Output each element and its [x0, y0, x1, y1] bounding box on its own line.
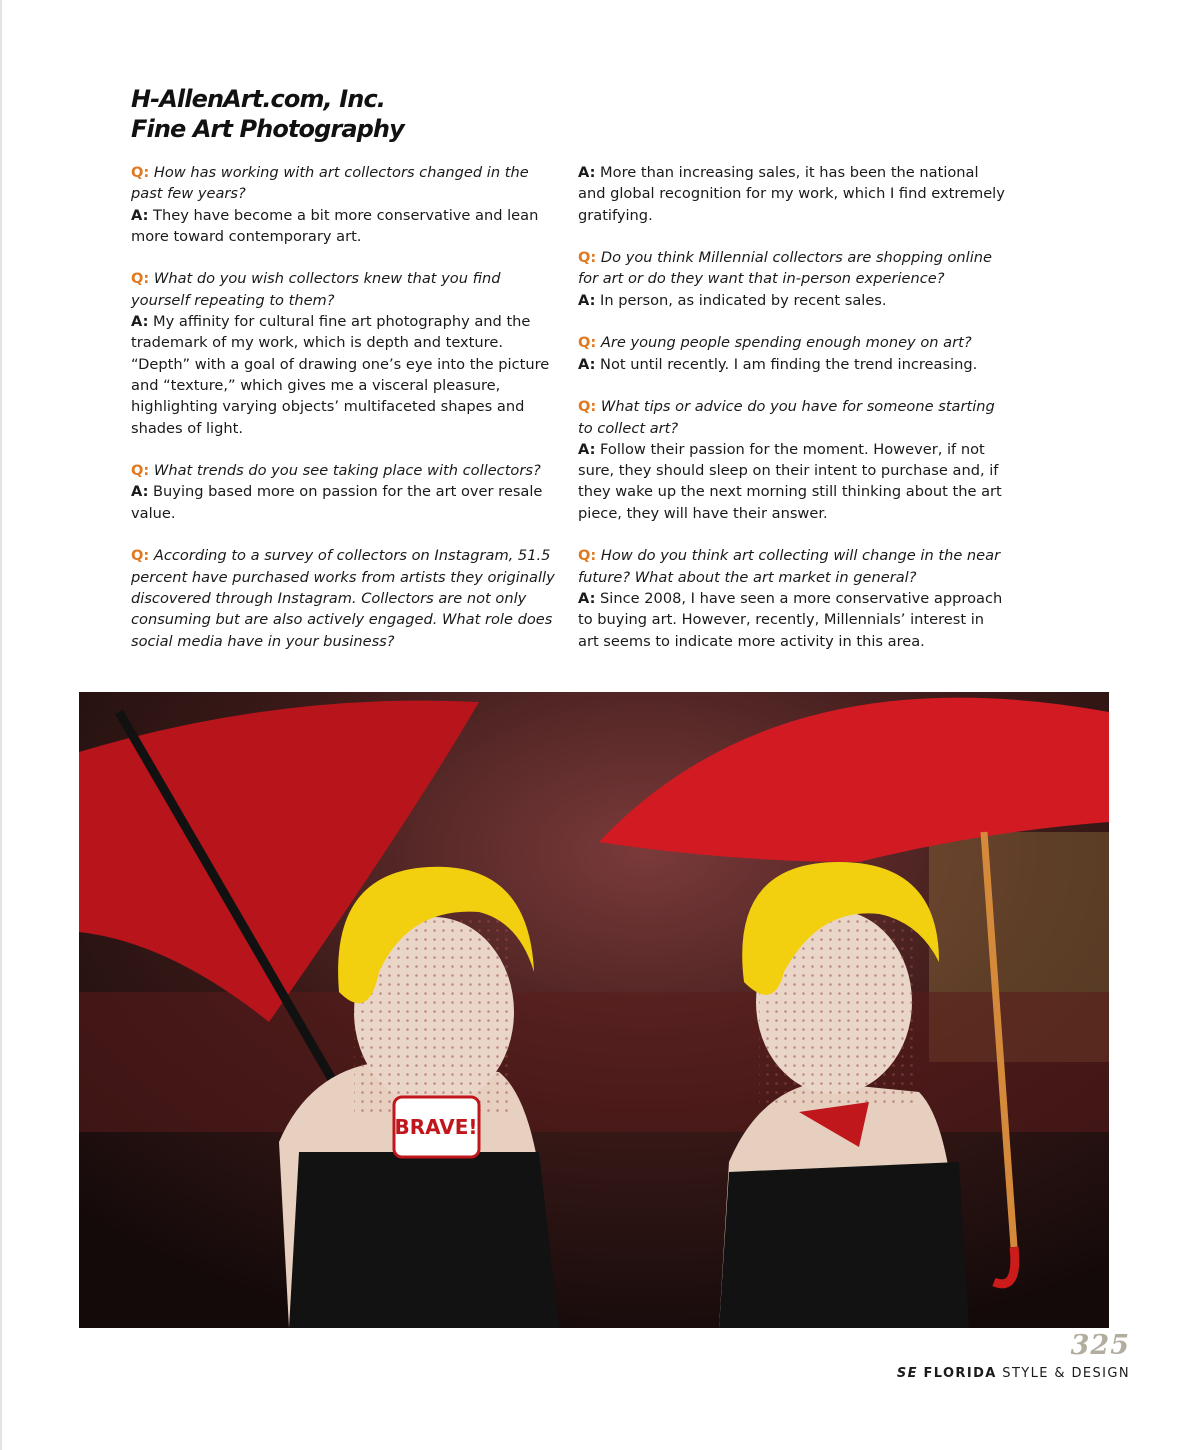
question	[131, 162, 561, 205]
title-line-2: Fine Art Photography	[131, 115, 404, 143]
question-text: What trends do you see taking place with collectors?	[153, 462, 541, 480]
answer-label: A:	[131, 206, 149, 224]
question-text: How has working with art collectors changed in the past few years?	[131, 164, 529, 203]
answer-label: A:	[131, 483, 149, 501]
question-text: Do you think Millennial collectors are shopping online for art or do they want that in-person experience?	[578, 249, 992, 288]
answer-text: They have become a bit more conservative and lean more toward contemporary art.	[131, 206, 539, 245]
question-text: According to a survey of collectors on Instagram, 51.5 percent have purchased works from artists they originally discovered through Instagram. Collectors are not only consuming but are also actively engaged. What role does social media have in your business?	[131, 547, 555, 650]
qa-block	[131, 162, 561, 247]
answer	[131, 311, 561, 439]
photo-illustration	[79, 692, 1109, 1328]
question	[578, 332, 1008, 353]
qa-block	[131, 268, 561, 438]
question-label: Q:	[578, 249, 597, 267]
answer-label: A:	[131, 313, 149, 331]
question-text: How do you think art collecting will change in the near future? What about the art market in general?	[578, 547, 1001, 586]
answer	[578, 290, 1008, 311]
answer-text: In person, as indicated by recent sales.	[600, 291, 887, 309]
answer-label: A:	[578, 355, 596, 373]
right-column	[578, 162, 1008, 673]
qa-block	[578, 247, 1008, 311]
answer	[578, 439, 1008, 524]
right-woman-dress	[719, 1162, 969, 1328]
question	[578, 396, 1008, 439]
crowd	[79, 992, 1109, 1132]
answer-label: A:	[578, 291, 596, 309]
question-label: Q:	[131, 462, 150, 480]
question-label: Q:	[131, 547, 150, 565]
article-title	[131, 84, 404, 144]
question-label: Q:	[578, 547, 597, 565]
question-label: Q:	[578, 398, 597, 416]
footer-style-design: STYLE & DESIGN	[1002, 1366, 1130, 1381]
question	[131, 268, 561, 311]
magazine-footer	[897, 1366, 1130, 1381]
answer-text: More than increasing sales, it has been the national and global recognition for my work, which I find extremely gratifying.	[578, 164, 1005, 224]
qa-block	[578, 545, 1008, 651]
answer-label: A:	[578, 589, 596, 607]
left-woman-dress	[289, 1152, 559, 1328]
answer	[578, 162, 1008, 226]
left-column	[131, 162, 561, 673]
question-label: Q:	[578, 334, 597, 352]
answer-text: Buying based more on passion for the art over resale value.	[131, 483, 543, 522]
answer	[131, 205, 561, 248]
qa-block	[131, 545, 561, 651]
question-text: What tips or advice do you have for someone starting to collect art?	[578, 398, 995, 437]
page-number: 325	[1070, 1330, 1130, 1361]
answer-label: A:	[578, 164, 596, 181]
page-edge	[0, 0, 2, 1450]
qa-block	[578, 396, 1008, 524]
qa-block	[578, 332, 1008, 375]
answer-text: Follow their passion for the moment. However, if not sure, they should sleep on their intent to purchase and, if they wake up the next morning still thinking about the art piece, they will have their answer.	[578, 440, 1002, 522]
question-text: Are young people spending enough money on art?	[600, 334, 972, 352]
answer-text: My affinity for cultural fine art photography and the trademark of my work, which is depth and texture. “Depth” with a goal of drawing one’s eye into the picture and “texture,” which gives me a visceral pleasure, highlighting varying objects’ multifaceted shapes and shades of light.	[131, 313, 550, 437]
footer-florida: FLORIDA	[923, 1366, 997, 1381]
qa-block	[131, 460, 561, 524]
question	[578, 545, 1008, 588]
title-line-1: H-AllenArt.com, Inc.	[131, 85, 385, 113]
answer-label: A:	[578, 440, 596, 458]
question-label: Q:	[131, 270, 150, 288]
bodypaint-text: BRAVE!	[394, 1115, 478, 1139]
footer-se: SE	[896, 1366, 918, 1381]
answer	[131, 481, 561, 524]
answer	[578, 354, 1008, 375]
question	[578, 247, 1008, 290]
question-text: What do you wish collectors knew that you find yourself repeating to them?	[131, 270, 501, 309]
answer	[578, 588, 1008, 652]
event-photo	[79, 692, 1109, 1328]
question	[131, 545, 561, 651]
question-label: Q:	[131, 164, 150, 181]
qa-block	[578, 162, 1008, 226]
answer-text: Since 2008, I have seen a more conservative approach to buying art. However, recently, Millennials’ interest in art seems to indicate more activity in this area.	[578, 589, 1003, 650]
answer-text: Not until recently. I am finding the trend increasing.	[600, 355, 978, 373]
question	[131, 460, 561, 481]
